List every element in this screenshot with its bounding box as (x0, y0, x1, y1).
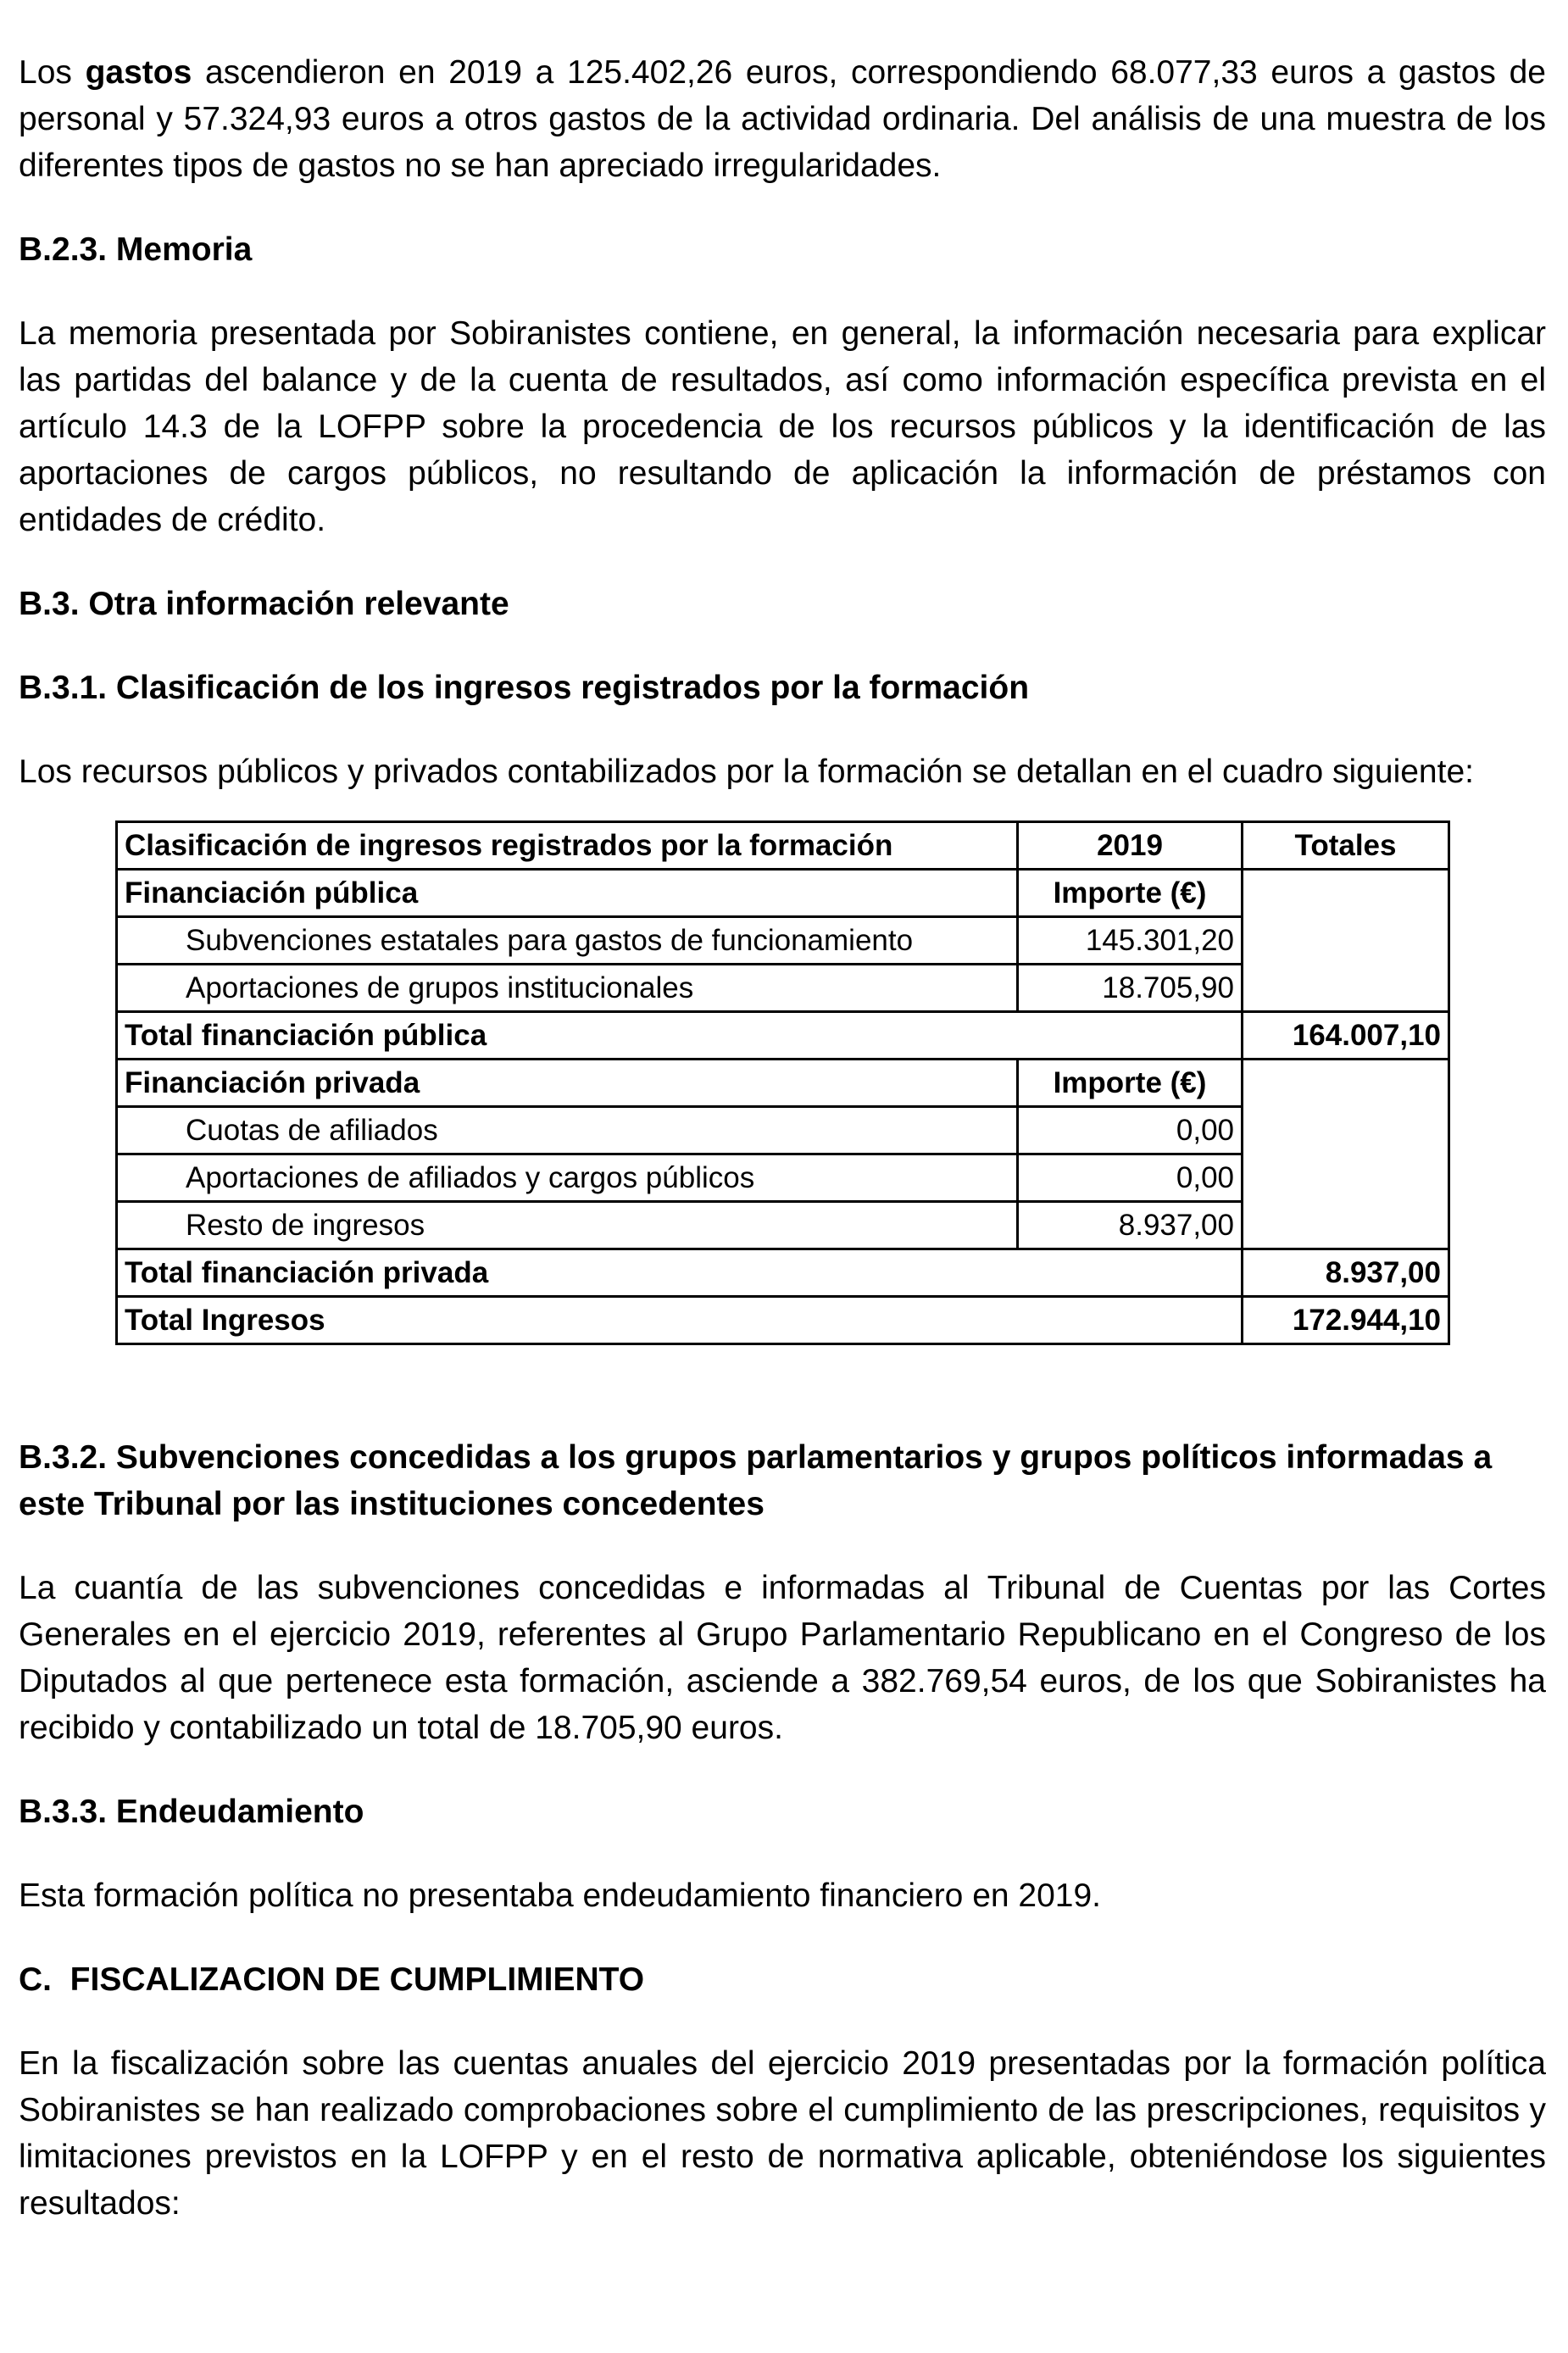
row-value: 0,00 (1018, 1154, 1243, 1202)
total-ingresos-label: Total Ingresos (117, 1297, 1243, 1344)
paragraph-fiscalizacion: En la fiscalización sobre las cuentas anuales del ejercicio 2019 presentadas por la formación política Sobiranistes se han realizado comprobaciones sobre el cumplimiento de las prescripciones, requisitos y limitaciones previstos en la LOFPP y en el resto de normativa aplicable, obteniéndose los siguientes resultados: (19, 2045, 1546, 2222)
total-publica-label: Total financiación pública (117, 1012, 1243, 1060)
paragraph-gastos: Los gastos ascendieron en 2019 a 125.402,26 euros, correspondiendo 68.077,33 euros a gastos de personal y 57.324,93 euros a otros gastos de la actividad ordinaria. Del análisis de una muestra de los diferentes tipos de gastos no se han apreciado irregularidades. (19, 54, 1546, 184)
table-row (117, 1060, 1449, 1107)
row-label: Subvenciones estatales para gastos de funcionamiento (117, 917, 1018, 965)
paragraph-subvenciones: La cuantía de las subvenciones concedidas e informadas al Tribunal de Cuentas por las Cortes Generales en el ejercicio 2019, referentes al Grupo Parlamentario Republicano en el Congreso de los Diputados al que pertenece esta formación, asciende a 382.769,54 euros, de los que Sobiranistes ha recibido y contabilizado un total de 18.705,90 euros. (19, 1570, 1546, 1746)
header-totales: Totales (1243, 822, 1449, 870)
heading-fiscalizacion: C. FISCALIZACION DE CUMPLIMIENTO (19, 1961, 645, 1998)
empty-cell (1243, 870, 1449, 1012)
row-label: Aportaciones de grupos institucionales (117, 965, 1018, 1012)
table-row-total (117, 1249, 1449, 1297)
heading-otra-informacion: B.3. Otra información relevante (19, 586, 509, 622)
paragraph-memoria: La memoria presentada por Sobiranistes contiene, en general, la información necesaria para explicar las partidas del balance y de la cuenta de resultados, así como información específica prevista en el artículo 14.3 de la LOFPP sobre la procedencia de los recursos públicos y la identificación de las aportaciones de cargos públicos, no resultando de aplicación la información de préstamos con entidades de crédito. (19, 315, 1546, 538)
total-publica-value: 164.007,10 (1243, 1012, 1449, 1060)
financiacion-privada-label: Financiación privada (117, 1060, 1018, 1107)
row-value: 18.705,90 (1018, 965, 1243, 1012)
paragraph-recursos: Los recursos públicos y privados contabilizados por la formación se detallan en el cuadro siguiente: (19, 754, 1474, 790)
heading-memoria: B.2.3. Memoria (19, 231, 253, 268)
row-label: Cuotas de afiliados (117, 1107, 1018, 1154)
document-page (19, 49, 1546, 2227)
row-value: 8.937,00 (1018, 1202, 1243, 1249)
total-privada-label: Total financiación privada (117, 1249, 1243, 1297)
total-ingresos-value: 172.944,10 (1243, 1297, 1449, 1344)
header-clasificacion: Clasificación de ingresos registrados por la formación (117, 822, 1018, 870)
empty-cell (1243, 1060, 1449, 1249)
total-privada-value: 8.937,00 (1243, 1249, 1449, 1297)
importe-label: Importe (€) (1018, 1060, 1243, 1107)
table-row-total (117, 1297, 1449, 1344)
paragraph-endeudamiento: Esta formación política no presentaba endeudamiento financiero en 2019. (19, 1877, 1102, 1914)
gastos-bold: gastos (85, 54, 192, 91)
table-row-total (117, 1012, 1449, 1060)
row-value: 0,00 (1018, 1107, 1243, 1154)
heading-clasificacion-ingresos: B.3.1. Clasificación de los ingresos registrados por la formación (19, 670, 1030, 706)
ingresos-table (115, 820, 1450, 1345)
row-value: 145.301,20 (1018, 917, 1243, 965)
importe-label: Importe (€) (1018, 870, 1243, 917)
financiacion-publica-label: Financiación pública (117, 870, 1018, 917)
header-year: 2019 (1018, 822, 1243, 870)
table-row (117, 870, 1449, 917)
heading-subvenciones: B.3.2. Subvenciones concedidas a los grupos parlamentarios y grupos políticos informadas a este Tribunal por las instituciones concedentes (19, 1439, 1493, 1522)
heading-endeudamiento: B.3.3. Endeudamiento (19, 1794, 364, 1830)
table-header-row (117, 822, 1449, 870)
row-label: Aportaciones de afiliados y cargos públicos (117, 1154, 1018, 1202)
row-label: Resto de ingresos (117, 1202, 1018, 1249)
